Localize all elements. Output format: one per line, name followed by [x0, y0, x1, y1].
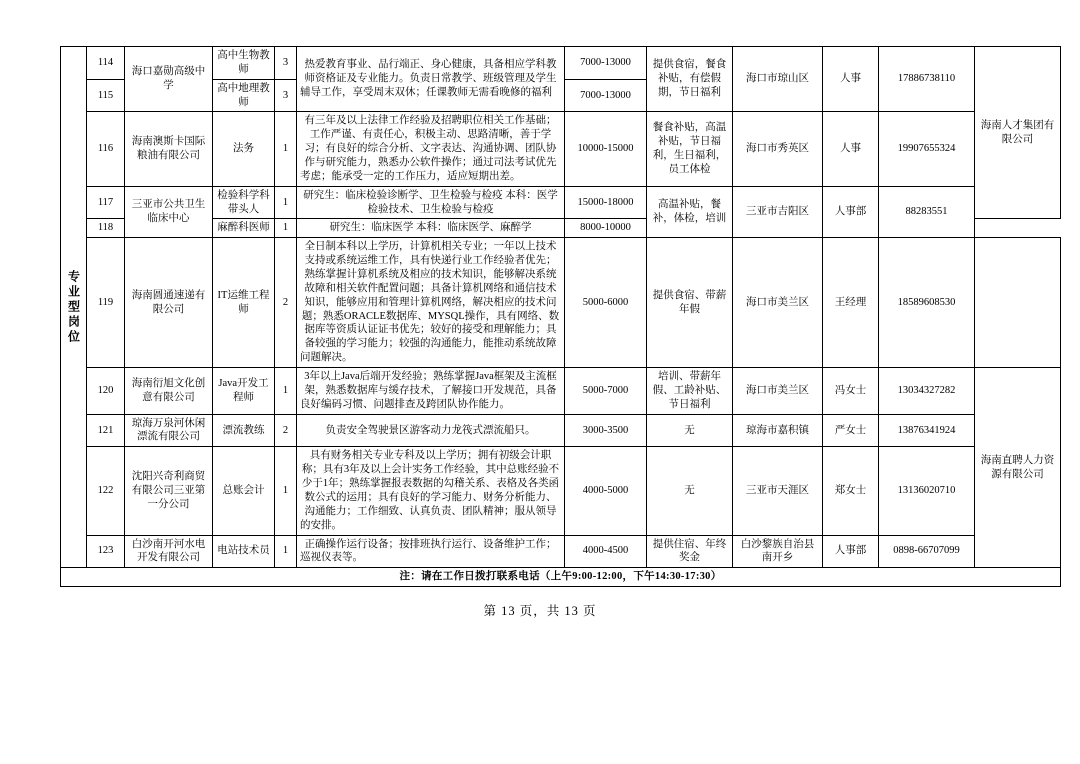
contact-phone: 13876341924 — [879, 414, 975, 447]
contact-phone: 13034327282 — [879, 368, 975, 415]
benefits: 提供住宿、年终奖金 — [647, 535, 733, 568]
benefits: 提供食宿，餐食补贴，有偿假期，节日福利 — [647, 47, 733, 112]
job-requirement: 具有财务相关专业专科及以上学历；拥有初级会计职称；具有3年及以上会计实务工作经验，其中总账经验不少于1年；熟练掌握报表数据的勾稽关系、表格及各类函数公式的运用；具有良好的学习能力、财务分析能力、沟通能力；工作细致、认真负责、团队精神；服从领导的安排。 — [297, 447, 565, 535]
row-number: 122 — [87, 447, 125, 535]
row-number: 115 — [87, 79, 125, 112]
recruitment-table — [60, 46, 1061, 587]
contact-person: 严女士 — [823, 414, 879, 447]
company-name: 沈阳兴奇利商贸有限公司三亚第一分公司 — [125, 447, 213, 535]
company-name: 海口嘉勋高级中学 — [125, 47, 213, 112]
job-requirement: 热爱教育事业、品行端正、身心健康，具备相应学科教师资格证及专业能力。负责日常教学、班级管理及学生辅导工作，享受周末双休；任课教师无需看晚修的福利 — [297, 47, 565, 112]
position-name: 法务 — [213, 112, 275, 186]
row-number: 118 — [87, 219, 125, 238]
category-label: 专业型岗位 — [66, 269, 81, 345]
table-row — [61, 368, 1061, 415]
position-name: 高中生物教师 — [213, 47, 275, 80]
headcount: 1 — [275, 112, 297, 186]
row-number: 114 — [87, 47, 125, 80]
agency-name: 海南直聘人力资源有限公司 — [975, 368, 1061, 568]
work-location: 海口市美兰区 — [733, 238, 823, 368]
headcount: 2 — [275, 414, 297, 447]
salary-range: 4000-4500 — [565, 535, 647, 568]
work-location: 海口市秀英区 — [733, 112, 823, 186]
job-requirement: 研究生：临床医学 本科：临床医学、麻醉学 — [297, 219, 565, 238]
contact-person: 人事部 — [823, 535, 879, 568]
work-location: 白沙黎族自治县南开乡 — [733, 535, 823, 568]
job-requirement: 有三年及以上法律工作经验及招聘职位相关工作基础；工作严谨、有责任心，积极主动、思路清晰，善于学习；有良好的综合分析、文字表达、沟通协调、团队协作与研究能力，熟悉办公软件操作；通过司法考试优先考虑；能承受一定的工作压力，适应短期出差。 — [297, 112, 565, 186]
contact-phone: 88283551 — [879, 186, 975, 238]
table-row — [61, 238, 1061, 368]
contact-phone: 0898-66707099 — [879, 535, 975, 568]
contact-person: 王经理 — [823, 238, 879, 368]
work-location: 海口市美兰区 — [733, 368, 823, 415]
contact-phone: 13136020710 — [879, 447, 975, 535]
job-requirement: 正确操作运行设备；按排班执行运行、设备维护工作；巡视仪表等。 — [297, 535, 565, 568]
company-name: 海南澳斯卡国际粮油有限公司 — [125, 112, 213, 186]
headcount: 1 — [275, 447, 297, 535]
table-row — [61, 447, 1061, 535]
position-name: 麻醉科医师 — [213, 219, 275, 238]
table-note: 注：请在工作日拨打联系电话（上午9:00-12:00，下午14:30-17:30） — [61, 568, 1061, 587]
contact-person: 人事 — [823, 47, 879, 112]
contact-person: 冯女士 — [823, 368, 879, 415]
row-number: 120 — [87, 368, 125, 415]
work-location: 三亚市吉阳区 — [733, 186, 823, 238]
headcount: 3 — [275, 79, 297, 112]
salary-range: 7000-13000 — [565, 47, 647, 80]
job-requirement: 研究生：临床检验诊断学、卫生检验与检疫 本科：医学检验技术、卫生检验与检疫 — [297, 186, 565, 219]
position-name: 总账会计 — [213, 447, 275, 535]
salary-range: 3000-3500 — [565, 414, 647, 447]
headcount: 1 — [275, 368, 297, 415]
headcount: 1 — [275, 535, 297, 568]
work-location: 三亚市天涯区 — [733, 447, 823, 535]
salary-range: 4000-5000 — [565, 447, 647, 535]
benefits: 无 — [647, 447, 733, 535]
benefits: 培训、带薪年假、工龄补贴、节日福利 — [647, 368, 733, 415]
salary-range: 5000-6000 — [565, 238, 647, 368]
row-number: 116 — [87, 112, 125, 186]
agency-blank — [975, 238, 1061, 368]
benefits: 提供食宿、带薪年假 — [647, 238, 733, 368]
position-name: 检验科学科带头人 — [213, 186, 275, 219]
job-requirement: 负责安全驾驶景区游客动力龙筏式漂流船只。 — [297, 414, 565, 447]
contact-phone: 17886738110 — [879, 47, 975, 112]
work-location: 海口市琼山区 — [733, 47, 823, 112]
contact-phone: 18589608530 — [879, 238, 975, 368]
headcount: 2 — [275, 238, 297, 368]
salary-range: 10000-15000 — [565, 112, 647, 186]
company-name: 三亚市公共卫生临床中心 — [125, 186, 213, 238]
contact-phone: 19907655324 — [879, 112, 975, 186]
position-name: 漂流教练 — [213, 414, 275, 447]
salary-range: 15000-18000 — [565, 186, 647, 219]
table-row — [61, 186, 1061, 219]
job-requirement: 全日制本科以上学历，计算机相关专业；一年以上技术支持或系统运维工作，具有快递行业工作经验者优先；熟练掌握计算机系统及相应的技术知识，能够解决系统故障和相关软件配置问题；具备计算机网络和通信技术知识，能够应用和管理计算机网络，解决相应的技术问题；熟悉ORACLE数据库、MYSQL操作，具有网络、数据库等资质认证证书优先；较好的接受和理解能力；具备较强的学习能力；较强的沟通能力，能推动系统故障问题解决。 — [297, 238, 565, 368]
benefits: 餐食补贴，高温补贴，节日福利，生日福利，员工体检 — [647, 112, 733, 186]
job-requirement: 3年以上Java后端开发经验；熟练掌握Java框架及主流框架，熟悉数据库与缓存技术，了解接口开发规范，具备良好编码习惯、问题排查及跨团队协作能力。 — [297, 368, 565, 415]
table-row — [61, 112, 1061, 186]
salary-range: 8000-10000 — [565, 219, 647, 238]
contact-person: 人事 — [823, 112, 879, 186]
company-name: 海南圆通速递有限公司 — [125, 238, 213, 368]
contact-person: 郑女士 — [823, 447, 879, 535]
row-number: 119 — [87, 238, 125, 368]
table-row — [61, 535, 1061, 568]
company-name: 白沙南开河水电开发有限公司 — [125, 535, 213, 568]
agency-name: 海南人才集团有限公司 — [975, 47, 1061, 219]
benefits: 高温补贴，餐补，体检，培训 — [647, 186, 733, 238]
contact-person: 人事部 — [823, 186, 879, 238]
work-location: 琼海市嘉积镇 — [733, 414, 823, 447]
position-name: 高中地理教师 — [213, 79, 275, 112]
salary-range: 5000-7000 — [565, 368, 647, 415]
salary-range: 7000-13000 — [565, 79, 647, 112]
row-number: 123 — [87, 535, 125, 568]
headcount: 3 — [275, 47, 297, 80]
table-note-row — [61, 568, 1061, 587]
position-name: IT运维工程师 — [213, 238, 275, 368]
company-name: 海南衍旭文化创意有限公司 — [125, 368, 213, 415]
row-number: 121 — [87, 414, 125, 447]
headcount: 1 — [275, 186, 297, 219]
company-name: 琼海万泉河休闲漂流有限公司 — [125, 414, 213, 447]
row-number: 117 — [87, 186, 125, 219]
table-row — [61, 414, 1061, 447]
page-footer: 第 13 页，共 13 页 — [483, 604, 597, 619]
headcount: 1 — [275, 219, 297, 238]
category-cell — [61, 47, 87, 568]
table-row — [61, 47, 1061, 80]
position-name: Java开发工程师 — [213, 368, 275, 415]
benefits: 无 — [647, 414, 733, 447]
position-name: 电站技术员 — [213, 535, 275, 568]
